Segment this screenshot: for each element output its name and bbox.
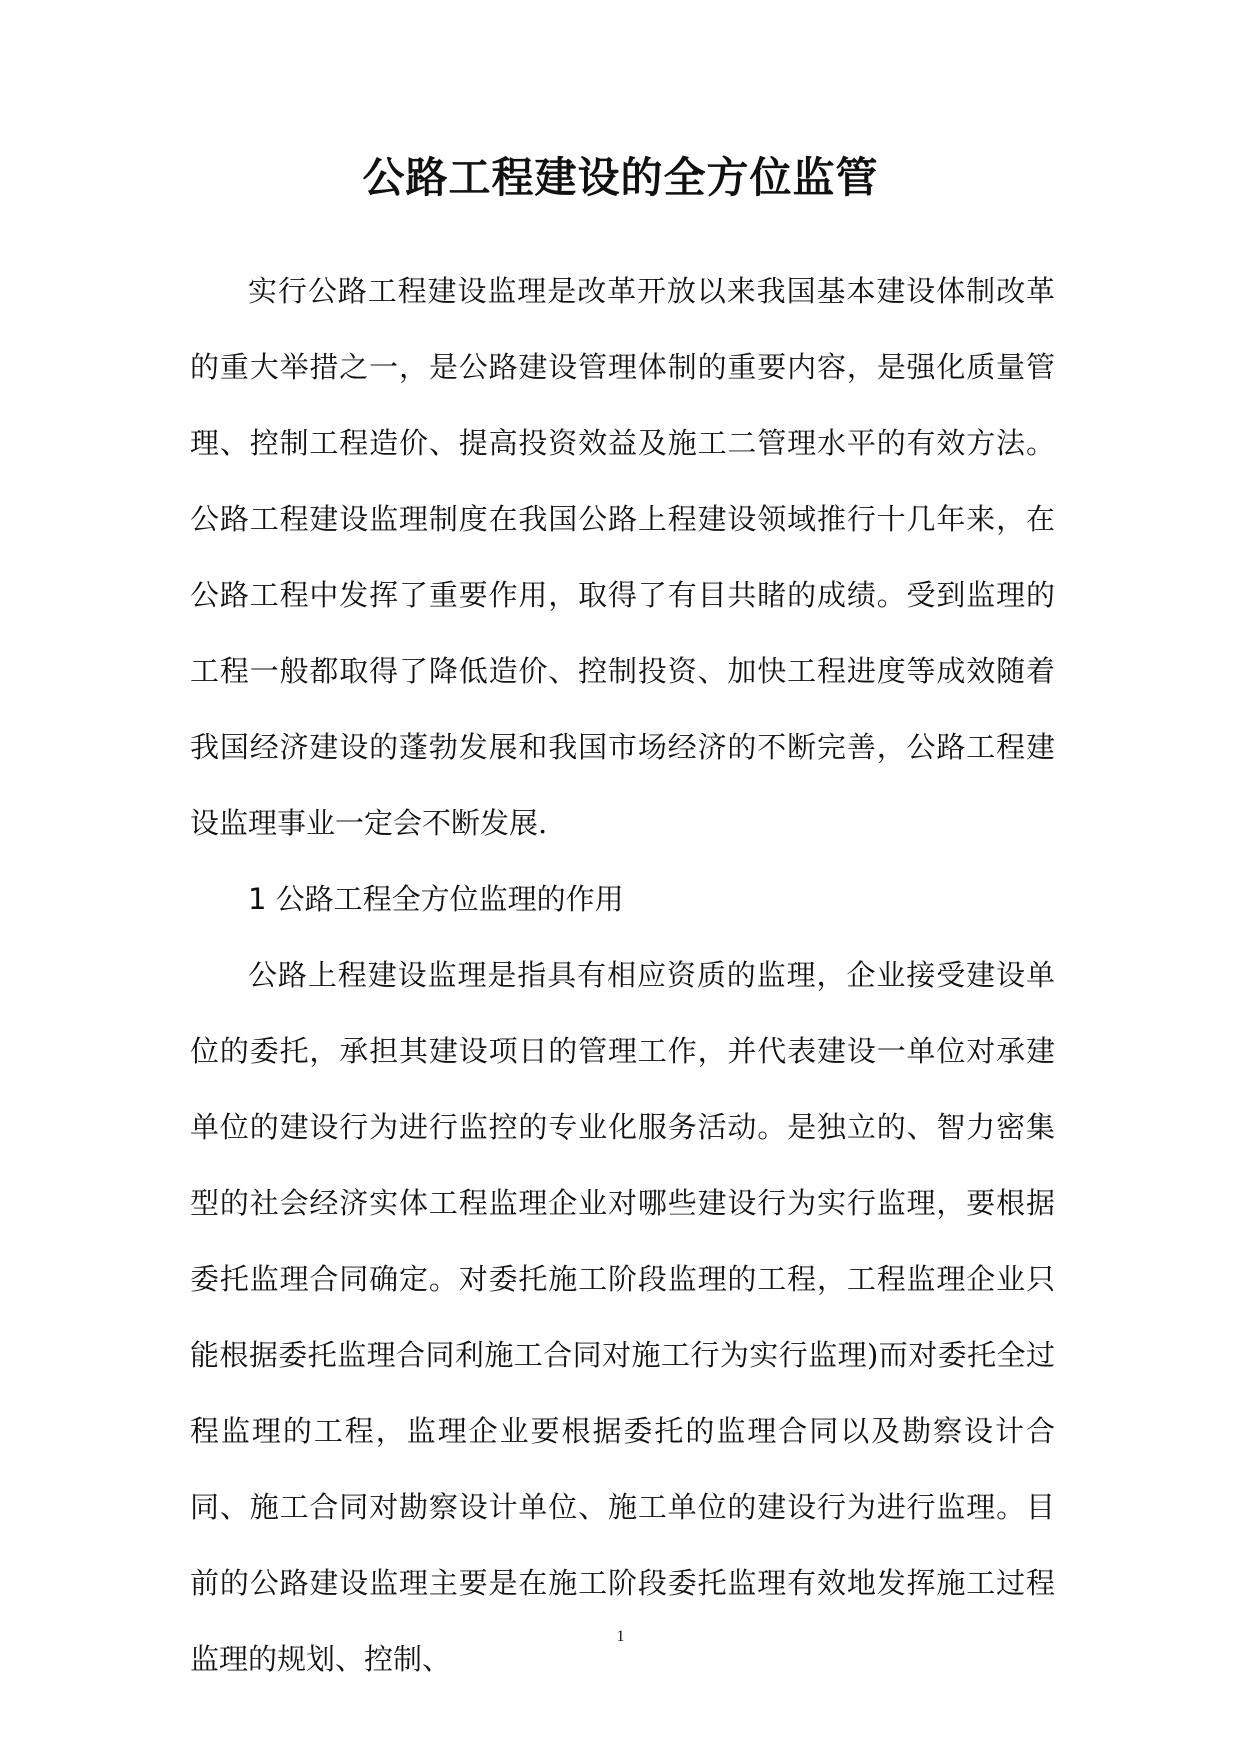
paragraph-intro: 实行公路工程建设监理是改革开放以来我国基本建设体制改革的重大举措之一，是公路建设管理体制的重要内容，是强化质量管理、控制工程造价、提高投资效益及施工二管理水平的有效方法。公路工程建设监理制度在我国公路上程建设领域推行十几年来，在公路工程中发挥了重要作用，取得了有目共睹的成绩。受到监理的工程一般都取得了降低造价、控制投资、加快工程进度等成效随着我国经济建设的蓬勃发展和我国市场经济的不断完善，公路工程建设监理事业一定会不断发展. bbox=[190, 274, 1055, 840]
paragraph-section-1: 公路上程建设监理是指具有相应资质的监理，企业接受建设单位的委托，承担其建设项日的管理工作，并代表建设一单位对承建单位的建设行为进行监控的专业化服务活动。是独立的、智力密集型的社会经济实体工程监理企业对哪些建设行为实行监理，要根据委托监理合同确定。对委托施工阶段监理的工程，工程监理企业只能根据委托监理合同利施工合同对施工行为实行监理)而对委托全过程监理的工程，监理企业要根据委托的监理合同以及勘察设计合同、施工合同对勘察设计单位、施工单位的建设行为进行监理。目前的公路建设监理主要是在施工阶段委托监理有效地发挥施工过程监理的规划、控制、 bbox=[190, 958, 1055, 1676]
document-body bbox=[190, 253, 1055, 1697]
document-title: 公路工程建设的全方位监管 bbox=[362, 153, 879, 202]
section-heading-1: 1 公路工程全方位监理的作用 bbox=[248, 882, 624, 916]
page-number: 1 bbox=[616, 1628, 625, 1645]
